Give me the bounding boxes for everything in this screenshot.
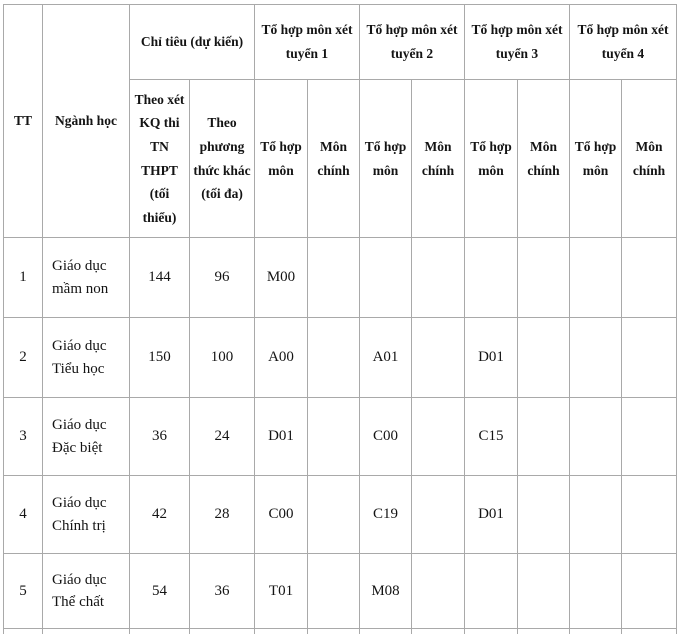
cell-mon-chinh-3 — [518, 318, 570, 398]
cell-chi-tieu-khac — [190, 629, 255, 634]
cell-chi-tieu-thpt: 54 — [130, 554, 190, 629]
cell-to-hop-mon-3 — [465, 629, 518, 634]
cell-to-hop-mon-4 — [570, 476, 622, 554]
cell-to-hop-mon-3 — [465, 554, 518, 629]
admission-quota-table — [3, 4, 677, 634]
table-row — [4, 476, 677, 554]
cell-chi-tieu-khac: 28 — [190, 476, 255, 554]
table-row — [4, 554, 677, 629]
cell-mon-chinh-2 — [412, 318, 465, 398]
cell-mon-chinh-3 — [518, 629, 570, 634]
cell-mon-chinh-1 — [308, 238, 360, 318]
cell-to-hop-mon-4 — [570, 398, 622, 476]
cell-to-hop-mon-2 — [360, 238, 412, 318]
cell-tt: 1 — [4, 238, 43, 318]
cell-mon-chinh-4 — [622, 476, 677, 554]
cell-to-hop-mon-1: D01 — [255, 398, 308, 476]
cell-mon-chinh-1 — [308, 629, 360, 634]
cell-chi-tieu-khac: 100 — [190, 318, 255, 398]
cell-chi-tieu-thpt: 150 — [130, 318, 190, 398]
cell-tt — [4, 629, 43, 634]
header-to-hop-group-1: Tổ hợp môn xét tuyển 1 — [255, 5, 360, 80]
cell-to-hop-mon-2 — [360, 629, 412, 634]
cell-mon-chinh-4 — [622, 238, 677, 318]
table-row — [4, 398, 677, 476]
table-row — [4, 318, 677, 398]
table-row — [4, 238, 677, 318]
cell-to-hop-mon-3: D01 — [465, 318, 518, 398]
cell-to-hop-mon-2: C19 — [360, 476, 412, 554]
cell-to-hop-mon-4 — [570, 238, 622, 318]
header-to-hop-group-4: Tổ hợp môn xét tuyển 4 — [570, 5, 677, 80]
cell-chi-tieu-thpt: 144 — [130, 238, 190, 318]
header-to-hop-group-3: Tổ hợp môn xét tuyển 3 — [465, 5, 570, 80]
cell-chi-tieu-khac: 36 — [190, 554, 255, 629]
cell-mon-chinh-1 — [308, 476, 360, 554]
header-chi-tieu-khac: Theo phương thức khác (tối đa) — [190, 80, 255, 238]
cell-nganh-hoc: Giáo dục mầm non — [43, 238, 130, 318]
cell-to-hop-mon-1 — [255, 629, 308, 634]
cell-mon-chinh-2 — [412, 476, 465, 554]
cell-nganh-hoc: Giáo dục Tiểu học — [43, 318, 130, 398]
cell-chi-tieu-thpt: 42 — [130, 476, 190, 554]
header-to-hop-mon-4: Tổ hợp môn — [570, 80, 622, 238]
cell-to-hop-mon-4 — [570, 318, 622, 398]
header-to-hop-group-2: Tổ hợp môn xét tuyển 2 — [360, 5, 465, 80]
cell-chi-tieu-khac: 24 — [190, 398, 255, 476]
cell-mon-chinh-4 — [622, 629, 677, 634]
cell-chi-tieu-thpt: 36 — [130, 398, 190, 476]
header-tt: TT — [4, 5, 43, 238]
cell-nganh-hoc — [43, 629, 130, 634]
cell-tt: 3 — [4, 398, 43, 476]
cell-chi-tieu-thpt — [130, 629, 190, 634]
cell-to-hop-mon-1: A00 — [255, 318, 308, 398]
cell-mon-chinh-3 — [518, 476, 570, 554]
header-chi-tieu-group: Chỉ tiêu (dự kiến) — [130, 5, 255, 80]
cell-mon-chinh-2 — [412, 629, 465, 634]
header-mon-chinh-3: Môn chính — [518, 80, 570, 238]
cell-to-hop-mon-2: A01 — [360, 318, 412, 398]
table-header — [4, 5, 677, 238]
cell-tt: 5 — [4, 554, 43, 629]
cell-mon-chinh-4 — [622, 398, 677, 476]
cell-to-hop-mon-4 — [570, 629, 622, 634]
header-group-row — [4, 5, 677, 80]
cell-mon-chinh-1 — [308, 554, 360, 629]
cell-chi-tieu-khac: 96 — [190, 238, 255, 318]
cell-to-hop-mon-2: M08 — [360, 554, 412, 629]
cell-to-hop-mon-3 — [465, 238, 518, 318]
header-to-hop-mon-1: Tổ hợp môn — [255, 80, 308, 238]
cell-mon-chinh-2 — [412, 238, 465, 318]
cell-nganh-hoc: Giáo dục Chính trị — [43, 476, 130, 554]
cell-mon-chinh-3 — [518, 398, 570, 476]
cell-mon-chinh-4 — [622, 318, 677, 398]
cell-tt: 2 — [4, 318, 43, 398]
cell-to-hop-mon-1: T01 — [255, 554, 308, 629]
header-to-hop-mon-2: Tổ hợp môn — [360, 80, 412, 238]
cell-to-hop-mon-3: D01 — [465, 476, 518, 554]
cell-to-hop-mon-3: C15 — [465, 398, 518, 476]
cell-tt: 4 — [4, 476, 43, 554]
cell-nganh-hoc: Giáo dục Thể chất — [43, 554, 130, 629]
cell-nganh-hoc: Giáo dục Đặc biệt — [43, 398, 130, 476]
header-mon-chinh-4: Môn chính — [622, 80, 677, 238]
cell-mon-chinh-2 — [412, 398, 465, 476]
cell-to-hop-mon-1: C00 — [255, 476, 308, 554]
cell-to-hop-mon-2: C00 — [360, 398, 412, 476]
cell-to-hop-mon-1: M00 — [255, 238, 308, 318]
cell-mon-chinh-4 — [622, 554, 677, 629]
header-chi-tieu-thpt: Theo xét KQ thi TN THPT (tối thiểu) — [130, 80, 190, 238]
cell-mon-chinh-3 — [518, 554, 570, 629]
cell-mon-chinh-2 — [412, 554, 465, 629]
header-mon-chinh-2: Môn chính — [412, 80, 465, 238]
header-to-hop-mon-3: Tổ hợp môn — [465, 80, 518, 238]
cell-mon-chinh-1 — [308, 398, 360, 476]
header-nganh-hoc: Ngành học — [43, 5, 130, 238]
cell-to-hop-mon-4 — [570, 554, 622, 629]
table-row — [4, 629, 677, 634]
cell-mon-chinh-3 — [518, 238, 570, 318]
cell-mon-chinh-1 — [308, 318, 360, 398]
table-body — [4, 238, 677, 634]
header-mon-chinh-1: Môn chính — [308, 80, 360, 238]
